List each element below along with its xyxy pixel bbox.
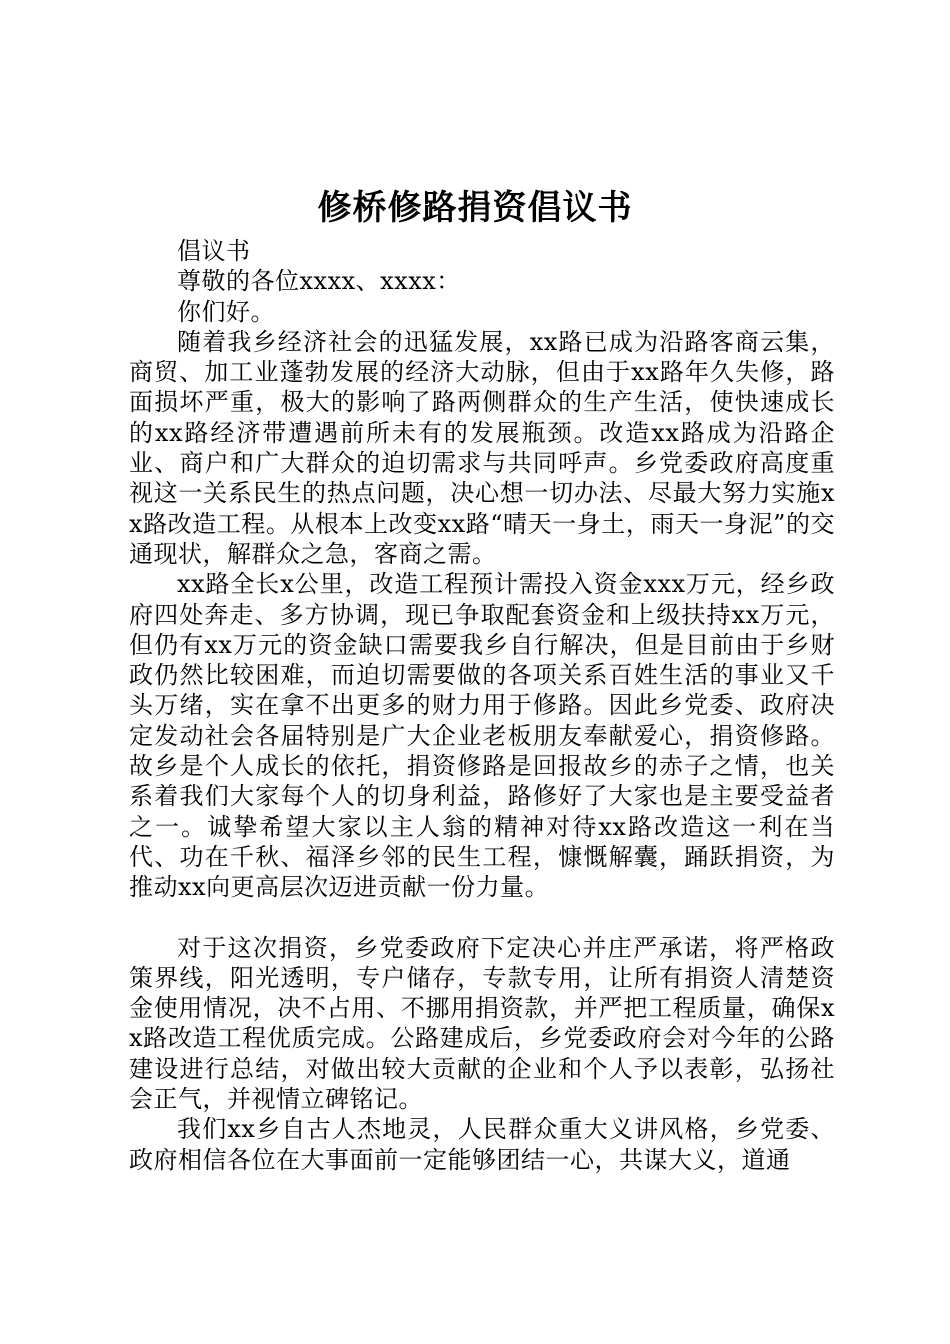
paragraph-appeal: 我们xx乡自古人杰地灵，人民群众重大义讲风格，乡党委、政府相信各位在大事面前一定能够团结一心，共谋大义，道通 [129,1115,835,1174]
paragraph-greeting: 你们好。 [177,297,275,326]
document-body [129,236,835,1175]
paragraph-commitment: 对于这次捐资，乡党委政府下定决心并庄严承诺，将严格政策界线，阳光透明，专户储存，专款专用，让所有捐资人清楚资金使用情况，决不占用、不挪用捐资款，并严把工程质量，确保xx路改造工程优质完成。公路建成后，乡党委政府会对今年的公路建设进行总结，对做出较大贡献的企业和个人予以表彰，弘扬社会正气，并视情立碑铭记。 [129,933,835,1114]
paragraph-salutation: 尊敬的各位xxxx、xxxx： [177,267,461,296]
paragraph-funding: xx路全长x公里，改造工程预计需投入资金xxx万元，经乡政府四处奔走、多方协调，现已争取配套资金和上级扶持xx万元，但仍有xx万元的资金缺口需要我乡自行解决，但是目前由于乡财政仍然比较困难，而迫切需要做的各项关系百姓生活的事业又千头万绪，实在拿不出更多的财力用于修路。因此乡党委、政府决定发动社会各届特别是广大企业老板朋友奉献爱心，捐资修路。故乡是个人成长的依托，捐资修路是回报故乡的赤子之情，也关系着我们大家每个人的切身利益，路修好了大家也是主要受益者之一。诚挚希望大家以主人翁的精神对待xx路改造这一利在当代、功在千秋、福泽乡邻的民生工程，慷慨解囊，踊跃捐资，为推动xx向更高层次迈进贡献一份力量。 [129,570,835,902]
document-title: 修桥修路捐资倡议书 [317,188,633,228]
paragraph-heading: 倡议书 [177,237,251,265]
paragraph-background: 随着我乡经济社会的迅猛发展，xx路已成为沿路客商云集，商贸、加工业蓬勃发展的经济大动脉，但由于xx路年久失修，路面损坏严重，极大的影响了路两侧群众的生产生活，使快速成长的xx路经济带遭遇前所未有的发展瓶颈。改造xx路成为沿路企业、商户和广大群众的迫切需求与共同呼声。乡党委政府高度重视这一关系民生的热点问题，决心想一切办法、尽最大努力实施xx路改造工程。从根本上改变xx路“晴天一身土，雨天一身泥”的交通现状，解群众之急，客商之需。 [129,327,835,568]
